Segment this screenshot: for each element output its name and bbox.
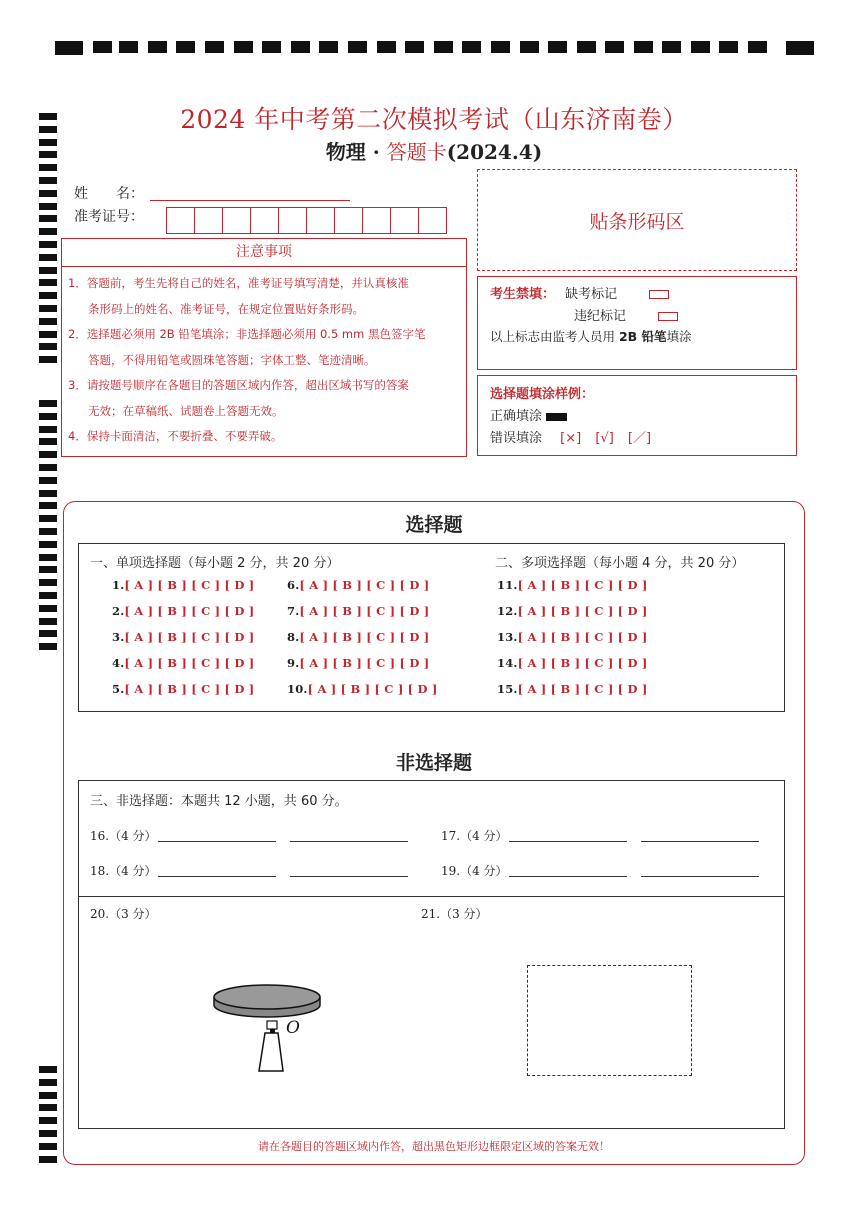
id-digit-box[interactable] bbox=[194, 207, 223, 234]
sample-heading: 选择题填涂样例： bbox=[490, 387, 595, 402]
notice-item: 4．保持卡面清洁，不要折叠、不要弄破。 bbox=[68, 429, 283, 443]
answer-options[interactable]: [ A ] [ B ] [ C ] [ D ] bbox=[124, 578, 255, 592]
id-digit-box[interactable] bbox=[418, 207, 447, 234]
correct-fill-mark bbox=[546, 413, 567, 421]
answer-options[interactable]: [ A ] [ B ] [ C ] [ D ] bbox=[124, 682, 255, 696]
choice-question-row[interactable] bbox=[287, 578, 429, 592]
q20-label: 20.（3 分） bbox=[90, 907, 157, 921]
id-digit-box[interactable] bbox=[390, 207, 419, 234]
wrong-mark-x: [×] bbox=[560, 431, 582, 446]
question-number: 3. bbox=[112, 630, 125, 644]
nonchoice-divider bbox=[78, 896, 785, 897]
timing-mark bbox=[748, 41, 767, 53]
question-number: 8. bbox=[287, 630, 300, 644]
q19-blank-1[interactable] bbox=[509, 876, 627, 877]
single-choice-heading: 一、单项选择题（每小题 2 分，共 20 分） bbox=[90, 556, 340, 571]
exam-subtitle bbox=[0, 136, 868, 165]
timing-mark bbox=[39, 618, 57, 625]
timing-mark bbox=[39, 203, 57, 210]
timing-mark bbox=[234, 41, 253, 53]
choice-question-row[interactable] bbox=[112, 630, 254, 644]
correct-fill-label: 正确填涂 bbox=[490, 409, 543, 424]
violation-mark-box[interactable] bbox=[658, 312, 678, 321]
choice-question-row[interactable] bbox=[112, 578, 254, 592]
timing-mark bbox=[39, 1117, 57, 1124]
question-number: 7. bbox=[287, 604, 300, 618]
choice-question-row[interactable] bbox=[287, 656, 429, 670]
question-number: 2. bbox=[112, 604, 125, 618]
multi-choice-heading: 二、多项选择题（每小题 4 分，共 20 分） bbox=[495, 556, 745, 571]
answer-options[interactable]: [ A ] [ B ] [ C ] [ D ] bbox=[307, 682, 438, 696]
top-timing-marks bbox=[55, 41, 815, 55]
timing-mark bbox=[577, 41, 596, 53]
q17-label: 17.（4 分） bbox=[441, 829, 508, 843]
timing-mark bbox=[39, 177, 57, 184]
timing-mark bbox=[39, 292, 57, 299]
id-digit-box[interactable] bbox=[250, 207, 279, 234]
choice-question-row[interactable] bbox=[497, 656, 648, 670]
timing-mark bbox=[39, 438, 57, 445]
forbid-label: 考生禁填： bbox=[490, 287, 556, 302]
choice-section-title: 选择题 bbox=[405, 514, 463, 536]
id-digit-box[interactable] bbox=[334, 207, 363, 234]
timing-mark bbox=[39, 605, 57, 612]
timing-mark bbox=[39, 566, 57, 573]
answer-options[interactable]: [ A ] [ B ] [ C ] [ D ] bbox=[517, 604, 648, 618]
barcode-label: 贴条形码区 bbox=[589, 210, 685, 233]
timing-mark bbox=[39, 279, 57, 286]
question-number: 10. bbox=[287, 682, 308, 696]
timing-mark bbox=[786, 41, 814, 55]
q20-disc-pivot-figure bbox=[205, 975, 335, 1080]
timing-mark bbox=[39, 1104, 57, 1111]
q18-blank-2[interactable] bbox=[290, 876, 408, 877]
timing-mark bbox=[39, 331, 57, 338]
timing-mark bbox=[462, 41, 481, 53]
notice-heading: 注意事项 bbox=[62, 239, 466, 267]
timing-mark bbox=[262, 41, 281, 53]
answer-options[interactable]: [ A ] [ B ] [ C ] [ D ] bbox=[124, 630, 255, 644]
barcode-area bbox=[477, 169, 797, 271]
timing-mark bbox=[148, 41, 167, 53]
q19-blank-2[interactable] bbox=[641, 876, 759, 877]
choice-question-row[interactable] bbox=[497, 682, 648, 696]
notice-list bbox=[62, 267, 466, 450]
timing-mark bbox=[39, 464, 57, 471]
timing-mark bbox=[39, 554, 57, 561]
question-number: 13. bbox=[497, 630, 518, 644]
timing-mark bbox=[205, 41, 224, 53]
question-number: 12. bbox=[497, 604, 518, 618]
question-number: 4. bbox=[112, 656, 125, 670]
timing-mark bbox=[39, 502, 57, 509]
exam-date: (2024.4) bbox=[446, 140, 543, 164]
timing-mark bbox=[348, 41, 367, 53]
id-number-boxes[interactable] bbox=[166, 207, 446, 234]
notice-item: 2．选择题必须用 2B 铅笔填涂；非选择题必须用 0.5 mm 黑色签字笔 bbox=[68, 327, 426, 341]
choice-question-row[interactable] bbox=[287, 630, 429, 644]
answer-options[interactable]: [ A ] [ B ] [ C ] [ D ] bbox=[299, 604, 430, 618]
timing-mark bbox=[39, 426, 57, 433]
q17-blank-1[interactable] bbox=[509, 841, 627, 842]
pivot-o-label: O bbox=[286, 1018, 300, 1038]
timing-mark bbox=[55, 41, 83, 55]
timing-mark bbox=[39, 1130, 57, 1137]
footer-warning: 请在各题目的答题区域内作答，超出黑色矩形边框限定区域的答案无效！ bbox=[258, 1140, 610, 1153]
timing-mark bbox=[39, 1092, 57, 1099]
answer-options[interactable]: [ A ] [ B ] [ C ] [ D ] bbox=[517, 578, 648, 592]
timing-mark bbox=[39, 1079, 57, 1086]
answer-options[interactable]: [ A ] [ B ] [ C ] [ D ] bbox=[517, 630, 648, 644]
forbid-note-suffix: 填涂 bbox=[666, 329, 692, 344]
timing-mark bbox=[39, 215, 57, 222]
q16-blank-1[interactable] bbox=[158, 841, 276, 842]
q19-label: 19.（4 分） bbox=[441, 864, 508, 878]
q17-blank-2[interactable] bbox=[641, 841, 759, 842]
timing-mark bbox=[39, 451, 57, 458]
choice-question-row[interactable] bbox=[497, 578, 648, 592]
q21-drawing-area[interactable] bbox=[527, 965, 692, 1076]
timing-mark bbox=[119, 41, 138, 53]
timing-mark bbox=[662, 41, 681, 53]
timing-mark bbox=[39, 592, 57, 599]
timing-mark bbox=[39, 643, 57, 650]
timing-mark bbox=[491, 41, 510, 53]
nonchoice-answer-box bbox=[78, 780, 785, 1129]
id-label: 准考证号： bbox=[74, 209, 144, 225]
timing-mark bbox=[176, 41, 195, 53]
timing-mark bbox=[39, 579, 57, 586]
timing-mark bbox=[405, 41, 424, 53]
violation-mark-label: 违纪标记 bbox=[574, 309, 627, 324]
q16-blank-2[interactable] bbox=[290, 841, 408, 842]
proctor-only-panel bbox=[477, 276, 797, 370]
timing-mark bbox=[93, 41, 112, 53]
absent-mark-box[interactable] bbox=[649, 290, 669, 299]
q18-label: 18.（4 分） bbox=[90, 864, 157, 878]
timing-mark bbox=[39, 356, 57, 363]
question-number: 6. bbox=[287, 578, 300, 592]
q18-blank-1[interactable] bbox=[158, 876, 276, 877]
nonchoice-section-title: 非选择题 bbox=[395, 752, 472, 774]
timing-mark bbox=[39, 477, 57, 484]
id-digit-box[interactable] bbox=[222, 207, 251, 234]
timing-mark bbox=[39, 413, 57, 420]
answer-options[interactable]: [ A ] [ B ] [ C ] [ D ] bbox=[124, 604, 255, 618]
q16-label: 16.（4 分） bbox=[90, 829, 157, 843]
answer-options[interactable]: [ A ] [ B ] [ C ] [ D ] bbox=[299, 630, 430, 644]
answer-options[interactable]: [ A ] [ B ] [ C ] [ D ] bbox=[299, 578, 430, 592]
timing-mark bbox=[39, 267, 57, 274]
choice-question-row[interactable] bbox=[112, 604, 254, 618]
choice-question-row[interactable] bbox=[497, 604, 648, 618]
question-number: 1. bbox=[112, 578, 125, 592]
timing-mark bbox=[377, 41, 396, 53]
timing-mark bbox=[634, 41, 653, 53]
notice-item-continued: 答题，不得用铅笔或圆珠笔答题；字体工整、笔迹清晰。 bbox=[88, 352, 376, 367]
id-digit-box[interactable] bbox=[278, 207, 307, 234]
notice-item-continued: 条形码上的姓名、准考证号，在规定位置贴好条形码。 bbox=[88, 301, 364, 316]
id-digit-box[interactable] bbox=[362, 207, 391, 234]
timing-mark bbox=[434, 41, 453, 53]
timing-mark bbox=[691, 41, 710, 53]
choice-question-row[interactable] bbox=[287, 604, 429, 618]
absent-mark-label: 缺考标记 bbox=[565, 287, 618, 302]
timing-mark bbox=[39, 164, 57, 171]
timing-mark bbox=[39, 541, 57, 548]
timing-mark bbox=[291, 41, 310, 53]
timing-mark bbox=[605, 41, 624, 53]
timing-mark bbox=[39, 241, 57, 248]
fill-sample-panel bbox=[477, 375, 797, 456]
q21-label: 21.（3 分） bbox=[421, 907, 488, 921]
subject-label: 物理 · bbox=[325, 140, 387, 164]
question-number: 5. bbox=[112, 682, 125, 696]
notice-item: 1．答题前，考生先将自己的姓名，准考证号填写清楚，并认真核准 bbox=[68, 276, 409, 290]
choice-question-row[interactable] bbox=[112, 656, 254, 670]
name-label: 姓 名： bbox=[74, 186, 144, 202]
wrong-fill-label: 错误填涂 bbox=[490, 431, 543, 446]
question-number: 9. bbox=[287, 656, 300, 670]
wrong-mark-check: [√] bbox=[595, 431, 614, 446]
nonchoice-heading: 三、非选择题：本题共 12 小题，共 60 分。 bbox=[90, 794, 348, 809]
timing-mark bbox=[719, 41, 738, 53]
timing-mark bbox=[39, 318, 57, 325]
timing-mark bbox=[39, 343, 57, 350]
timing-mark bbox=[39, 228, 57, 235]
choice-question-row[interactable] bbox=[497, 630, 648, 644]
timing-mark bbox=[39, 1156, 57, 1163]
forbid-note-bold: 2B 铅笔 bbox=[618, 329, 667, 344]
timing-mark bbox=[548, 41, 567, 53]
notice-panel bbox=[61, 238, 467, 457]
choice-question-row[interactable] bbox=[287, 682, 438, 696]
timing-mark bbox=[39, 305, 57, 312]
id-digit-box[interactable] bbox=[306, 207, 335, 234]
answer-options[interactable]: [ A ] [ B ] [ C ] [ D ] bbox=[517, 682, 648, 696]
timing-mark bbox=[39, 254, 57, 261]
question-number: 11. bbox=[497, 578, 518, 592]
answer-options[interactable]: [ A ] [ B ] [ C ] [ D ] bbox=[517, 656, 648, 670]
answer-options[interactable]: [ A ] [ B ] [ C ] [ D ] bbox=[299, 656, 430, 670]
timing-mark bbox=[39, 630, 57, 637]
choice-question-row[interactable] bbox=[112, 682, 254, 696]
timing-mark bbox=[319, 41, 338, 53]
answer-options[interactable]: [ A ] [ B ] [ C ] [ D ] bbox=[124, 656, 255, 670]
timing-mark bbox=[39, 190, 57, 197]
question-number: 15. bbox=[497, 682, 518, 696]
question-number: 14. bbox=[497, 656, 518, 670]
timing-mark bbox=[39, 490, 57, 497]
wrong-mark-slash: [／] bbox=[627, 431, 652, 446]
name-input-line[interactable] bbox=[150, 200, 350, 201]
timing-mark bbox=[520, 41, 539, 53]
forbid-note-prefix: 以上标志由监考人员用 bbox=[490, 329, 619, 344]
notice-item-continued: 无效；在草稿纸、试题卷上答题无效。 bbox=[88, 403, 284, 418]
timing-mark bbox=[39, 1066, 57, 1073]
answer-card-label: 答题卡 bbox=[386, 140, 447, 164]
id-digit-box[interactable] bbox=[166, 207, 195, 234]
exam-title: 2024 年中考第二次模拟考试（山东济南卷） bbox=[180, 105, 688, 134]
timing-mark bbox=[39, 400, 57, 407]
notice-item: 3．请按题号顺序在各题目的答题区域内作答，超出区域书写的答案 bbox=[68, 378, 409, 392]
